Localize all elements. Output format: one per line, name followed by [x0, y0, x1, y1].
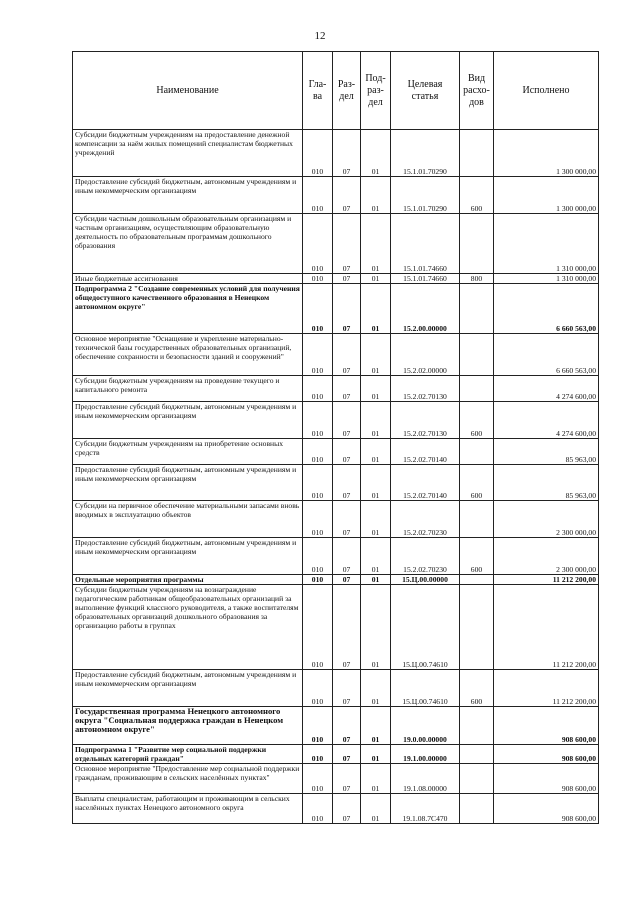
row-vid	[460, 764, 494, 794]
row-vid: 600	[460, 402, 494, 439]
row-vid	[460, 585, 494, 670]
row-glava: 010	[303, 764, 333, 794]
row-glava: 010	[303, 284, 333, 334]
row-ispolneno: 85 963,00	[494, 465, 599, 501]
row-razdel: 07	[333, 745, 361, 764]
row-glava: 010	[303, 794, 333, 824]
row-podrazdel: 01	[361, 764, 391, 794]
row-vid	[460, 334, 494, 376]
row-celevaya: 15.2.02.70230	[391, 501, 460, 538]
row-glava: 010	[303, 585, 333, 670]
row-ispolneno: 1 300 000,00	[494, 177, 599, 214]
row-podrazdel: 01	[361, 284, 391, 334]
row-razdel: 07	[333, 707, 361, 745]
row-name: Субсидии бюджетным учреждениям на предоставление денежной компенсации за наём жилых помещений специалистам бюджетных учреждений	[73, 130, 303, 177]
row-celevaya: 15.Ц.00.00000	[391, 575, 460, 585]
row-celevaya: 15.2.02.70140	[391, 465, 460, 501]
row-podrazdel: 01	[361, 214, 391, 274]
table-row	[73, 465, 599, 501]
row-vid: 600	[460, 538, 494, 575]
row-vid	[460, 745, 494, 764]
row-ispolneno: 2 300 000,00	[494, 538, 599, 575]
header-razdel: Раз- дел	[333, 52, 361, 130]
row-razdel: 07	[333, 130, 361, 177]
row-ispolneno: 85 963,00	[494, 439, 599, 465]
row-ispolneno: 908 600,00	[494, 745, 599, 764]
row-vid	[460, 707, 494, 745]
row-razdel: 07	[333, 177, 361, 214]
row-vid	[460, 284, 494, 334]
row-podrazdel: 01	[361, 794, 391, 824]
row-name: Предоставление субсидий бюджетным, автономным учреждениям и иным некоммерческим организациям	[73, 465, 303, 501]
row-podrazdel: 01	[361, 177, 391, 214]
table-row	[73, 794, 599, 824]
row-razdel: 07	[333, 670, 361, 707]
row-razdel: 07	[333, 284, 361, 334]
row-razdel: 07	[333, 794, 361, 824]
row-name: Субсидии бюджетным учреждениям на проведение текущего и капитального ремонта	[73, 376, 303, 402]
table-row	[73, 177, 599, 214]
row-celevaya: 15.Ц.00.74610	[391, 670, 460, 707]
row-name: Предоставление субсидий бюджетным, автономным учреждениям и иным некоммерческим организациям	[73, 670, 303, 707]
row-glava: 010	[303, 501, 333, 538]
table-row	[73, 439, 599, 465]
row-glava: 010	[303, 707, 333, 745]
table-row	[73, 745, 599, 764]
row-podrazdel: 01	[361, 745, 391, 764]
row-podrazdel: 01	[361, 501, 391, 538]
row-vid	[460, 130, 494, 177]
row-name: Предоставление субсидий бюджетным, автономным учреждениям и иным некоммерческим организациям	[73, 402, 303, 439]
row-name: Основное мероприятие "Оснащение и укрепление материально-технической базы государственных образовательных организаций, обеспечение сохранности и безопасности зданий и сооружений"	[73, 334, 303, 376]
row-name: Подпрограмма 2 "Создание современных условий для получения общедоступного качественного образования в Ненецком автономном округе"	[73, 284, 303, 334]
table-row	[73, 284, 599, 334]
table-row	[73, 376, 599, 402]
table-row	[73, 274, 599, 284]
table-row	[73, 334, 599, 376]
row-glava: 010	[303, 177, 333, 214]
row-name: Субсидии частным дошкольным образовательным организациям и частным организациям, осуществляющим образовательную деятельность по образовательным программам дошкольного образования	[73, 214, 303, 274]
row-glava: 010	[303, 130, 333, 177]
row-celevaya: 15.2.02.70130	[391, 402, 460, 439]
row-name: Субсидии бюджетным учреждениям на вознаграждение педагогическим работникам общеобразовательных организаций за выполнение функций классного руководителя, а также воспитателям образовательных организаций дошкольного образования за организацию работы в группах	[73, 585, 303, 670]
row-podrazdel: 01	[361, 402, 391, 439]
row-ispolneno: 2 300 000,00	[494, 501, 599, 538]
row-vid: 600	[460, 465, 494, 501]
table-row	[73, 501, 599, 538]
row-razdel: 07	[333, 585, 361, 670]
row-glava: 010	[303, 274, 333, 284]
row-ispolneno: 4 274 600,00	[494, 402, 599, 439]
table-row	[73, 402, 599, 439]
row-podrazdel: 01	[361, 465, 391, 501]
row-ispolneno: 11 212 200,00	[494, 575, 599, 585]
row-podrazdel: 01	[361, 274, 391, 284]
header-name: Наименование	[73, 52, 303, 130]
row-vid	[460, 575, 494, 585]
row-name: Предоставление субсидий бюджетным, автономным учреждениям и иным некоммерческим организациям	[73, 177, 303, 214]
row-celevaya: 15.2.02.70130	[391, 376, 460, 402]
row-ispolneno: 6 660 563,00	[494, 334, 599, 376]
row-glava: 010	[303, 465, 333, 501]
row-celevaya: 15.2.00.00000	[391, 284, 460, 334]
row-podrazdel: 01	[361, 707, 391, 745]
table-row	[73, 214, 599, 274]
table-row	[73, 764, 599, 794]
row-name: Подпрограмма 1 "Развитие мер социальной поддержки отдельных категорий граждан"	[73, 745, 303, 764]
row-ispolneno: 1 310 000,00	[494, 274, 599, 284]
row-vid: 600	[460, 177, 494, 214]
row-name: Государственная программа Ненецкого автономного округа "Социальная поддержка граждан в Ненецком автономном округе"	[73, 707, 303, 745]
row-name: Иные бюджетные ассигнования	[73, 274, 303, 284]
row-name: Отдельные мероприятия программы	[73, 575, 303, 585]
row-glava: 010	[303, 334, 333, 376]
row-podrazdel: 01	[361, 376, 391, 402]
table-row	[73, 575, 599, 585]
page-number: 12	[314, 30, 326, 42]
row-razdel: 07	[333, 465, 361, 501]
table-row	[73, 707, 599, 745]
row-ispolneno: 6 660 563,00	[494, 284, 599, 334]
row-glava: 010	[303, 575, 333, 585]
row-vid: 600	[460, 670, 494, 707]
row-ispolneno: 1 300 000,00	[494, 130, 599, 177]
row-celevaya: 19.1.08.7С470	[391, 794, 460, 824]
table-row	[73, 585, 599, 670]
row-podrazdel: 01	[361, 334, 391, 376]
row-vid	[460, 501, 494, 538]
row-podrazdel: 01	[361, 538, 391, 575]
header-podrazdel: Под- раз- дел	[361, 52, 391, 130]
row-razdel: 07	[333, 439, 361, 465]
header-glava: Гла- ва	[303, 52, 333, 130]
row-razdel: 07	[333, 334, 361, 376]
row-razdel: 07	[333, 402, 361, 439]
header-vid: Вид расхо- дов	[460, 52, 494, 130]
table-body	[73, 130, 599, 824]
table-row	[73, 538, 599, 575]
row-celevaya: 15.2.02.70230	[391, 538, 460, 575]
row-ispolneno: 4 274 600,00	[494, 376, 599, 402]
row-name: Субсидии на первичное обеспечение материальными запасами вновь вводимых в эксплуатацию объектов	[73, 501, 303, 538]
row-glava: 010	[303, 376, 333, 402]
row-razdel: 07	[333, 575, 361, 585]
row-celevaya: 19.1.08.00000	[391, 764, 460, 794]
row-vid	[460, 439, 494, 465]
row-ispolneno: 908 600,00	[494, 764, 599, 794]
row-glava: 010	[303, 439, 333, 465]
row-celevaya: 15.1.01.70290	[391, 130, 460, 177]
row-ispolneno: 908 600,00	[494, 707, 599, 745]
table-header-row	[73, 52, 599, 130]
row-name: Субсидии бюджетным учреждениям на приобретение основных средств	[73, 439, 303, 465]
row-glava: 010	[303, 670, 333, 707]
row-ispolneno: 1 310 000,00	[494, 214, 599, 274]
row-glava: 010	[303, 214, 333, 274]
row-podrazdel: 01	[361, 130, 391, 177]
row-name: Предоставление субсидий бюджетным, автономным учреждениям и иным некоммерческим организациям	[73, 538, 303, 575]
row-razdel: 07	[333, 501, 361, 538]
row-podrazdel: 01	[361, 670, 391, 707]
row-celevaya: 19.1.00.00000	[391, 745, 460, 764]
row-vid: 800	[460, 274, 494, 284]
row-vid	[460, 376, 494, 402]
row-ispolneno: 908 600,00	[494, 794, 599, 824]
row-celevaya: 15.Ц.00.74610	[391, 585, 460, 670]
row-celevaya: 19.0.00.00000	[391, 707, 460, 745]
row-podrazdel: 01	[361, 575, 391, 585]
row-glava: 010	[303, 402, 333, 439]
row-name: Основное мероприятие "Предоставление мер социальной поддержки гражданам, проживающим в сельских населённых пунктах"	[73, 764, 303, 794]
row-razdel: 07	[333, 376, 361, 402]
row-glava: 010	[303, 745, 333, 764]
row-celevaya: 15.1.01.70290	[391, 177, 460, 214]
header-celevaya: Целевая статья	[391, 52, 460, 130]
row-vid	[460, 794, 494, 824]
row-razdel: 07	[333, 764, 361, 794]
row-razdel: 07	[333, 538, 361, 575]
row-podrazdel: 01	[361, 439, 391, 465]
row-glava: 010	[303, 538, 333, 575]
header-ispolneno: Исполнено	[494, 52, 599, 130]
row-razdel: 07	[333, 274, 361, 284]
row-celevaya: 15.2.02.70140	[391, 439, 460, 465]
budget-table	[72, 51, 599, 824]
row-celevaya: 15.1.01.74660	[391, 274, 460, 284]
row-razdel: 07	[333, 214, 361, 274]
row-name: Выплаты специалистам, работающим и проживающим в сельских населённых пунктах Ненецкого автономного округа	[73, 794, 303, 824]
table-row	[73, 670, 599, 707]
row-celevaya: 15.1.01.74660	[391, 214, 460, 274]
row-ispolneno: 11 212 200,00	[494, 670, 599, 707]
row-celevaya: 15.2.02.00000	[391, 334, 460, 376]
table-row	[73, 130, 599, 177]
row-ispolneno: 11 212 200,00	[494, 585, 599, 670]
row-podrazdel: 01	[361, 585, 391, 670]
row-vid	[460, 214, 494, 274]
